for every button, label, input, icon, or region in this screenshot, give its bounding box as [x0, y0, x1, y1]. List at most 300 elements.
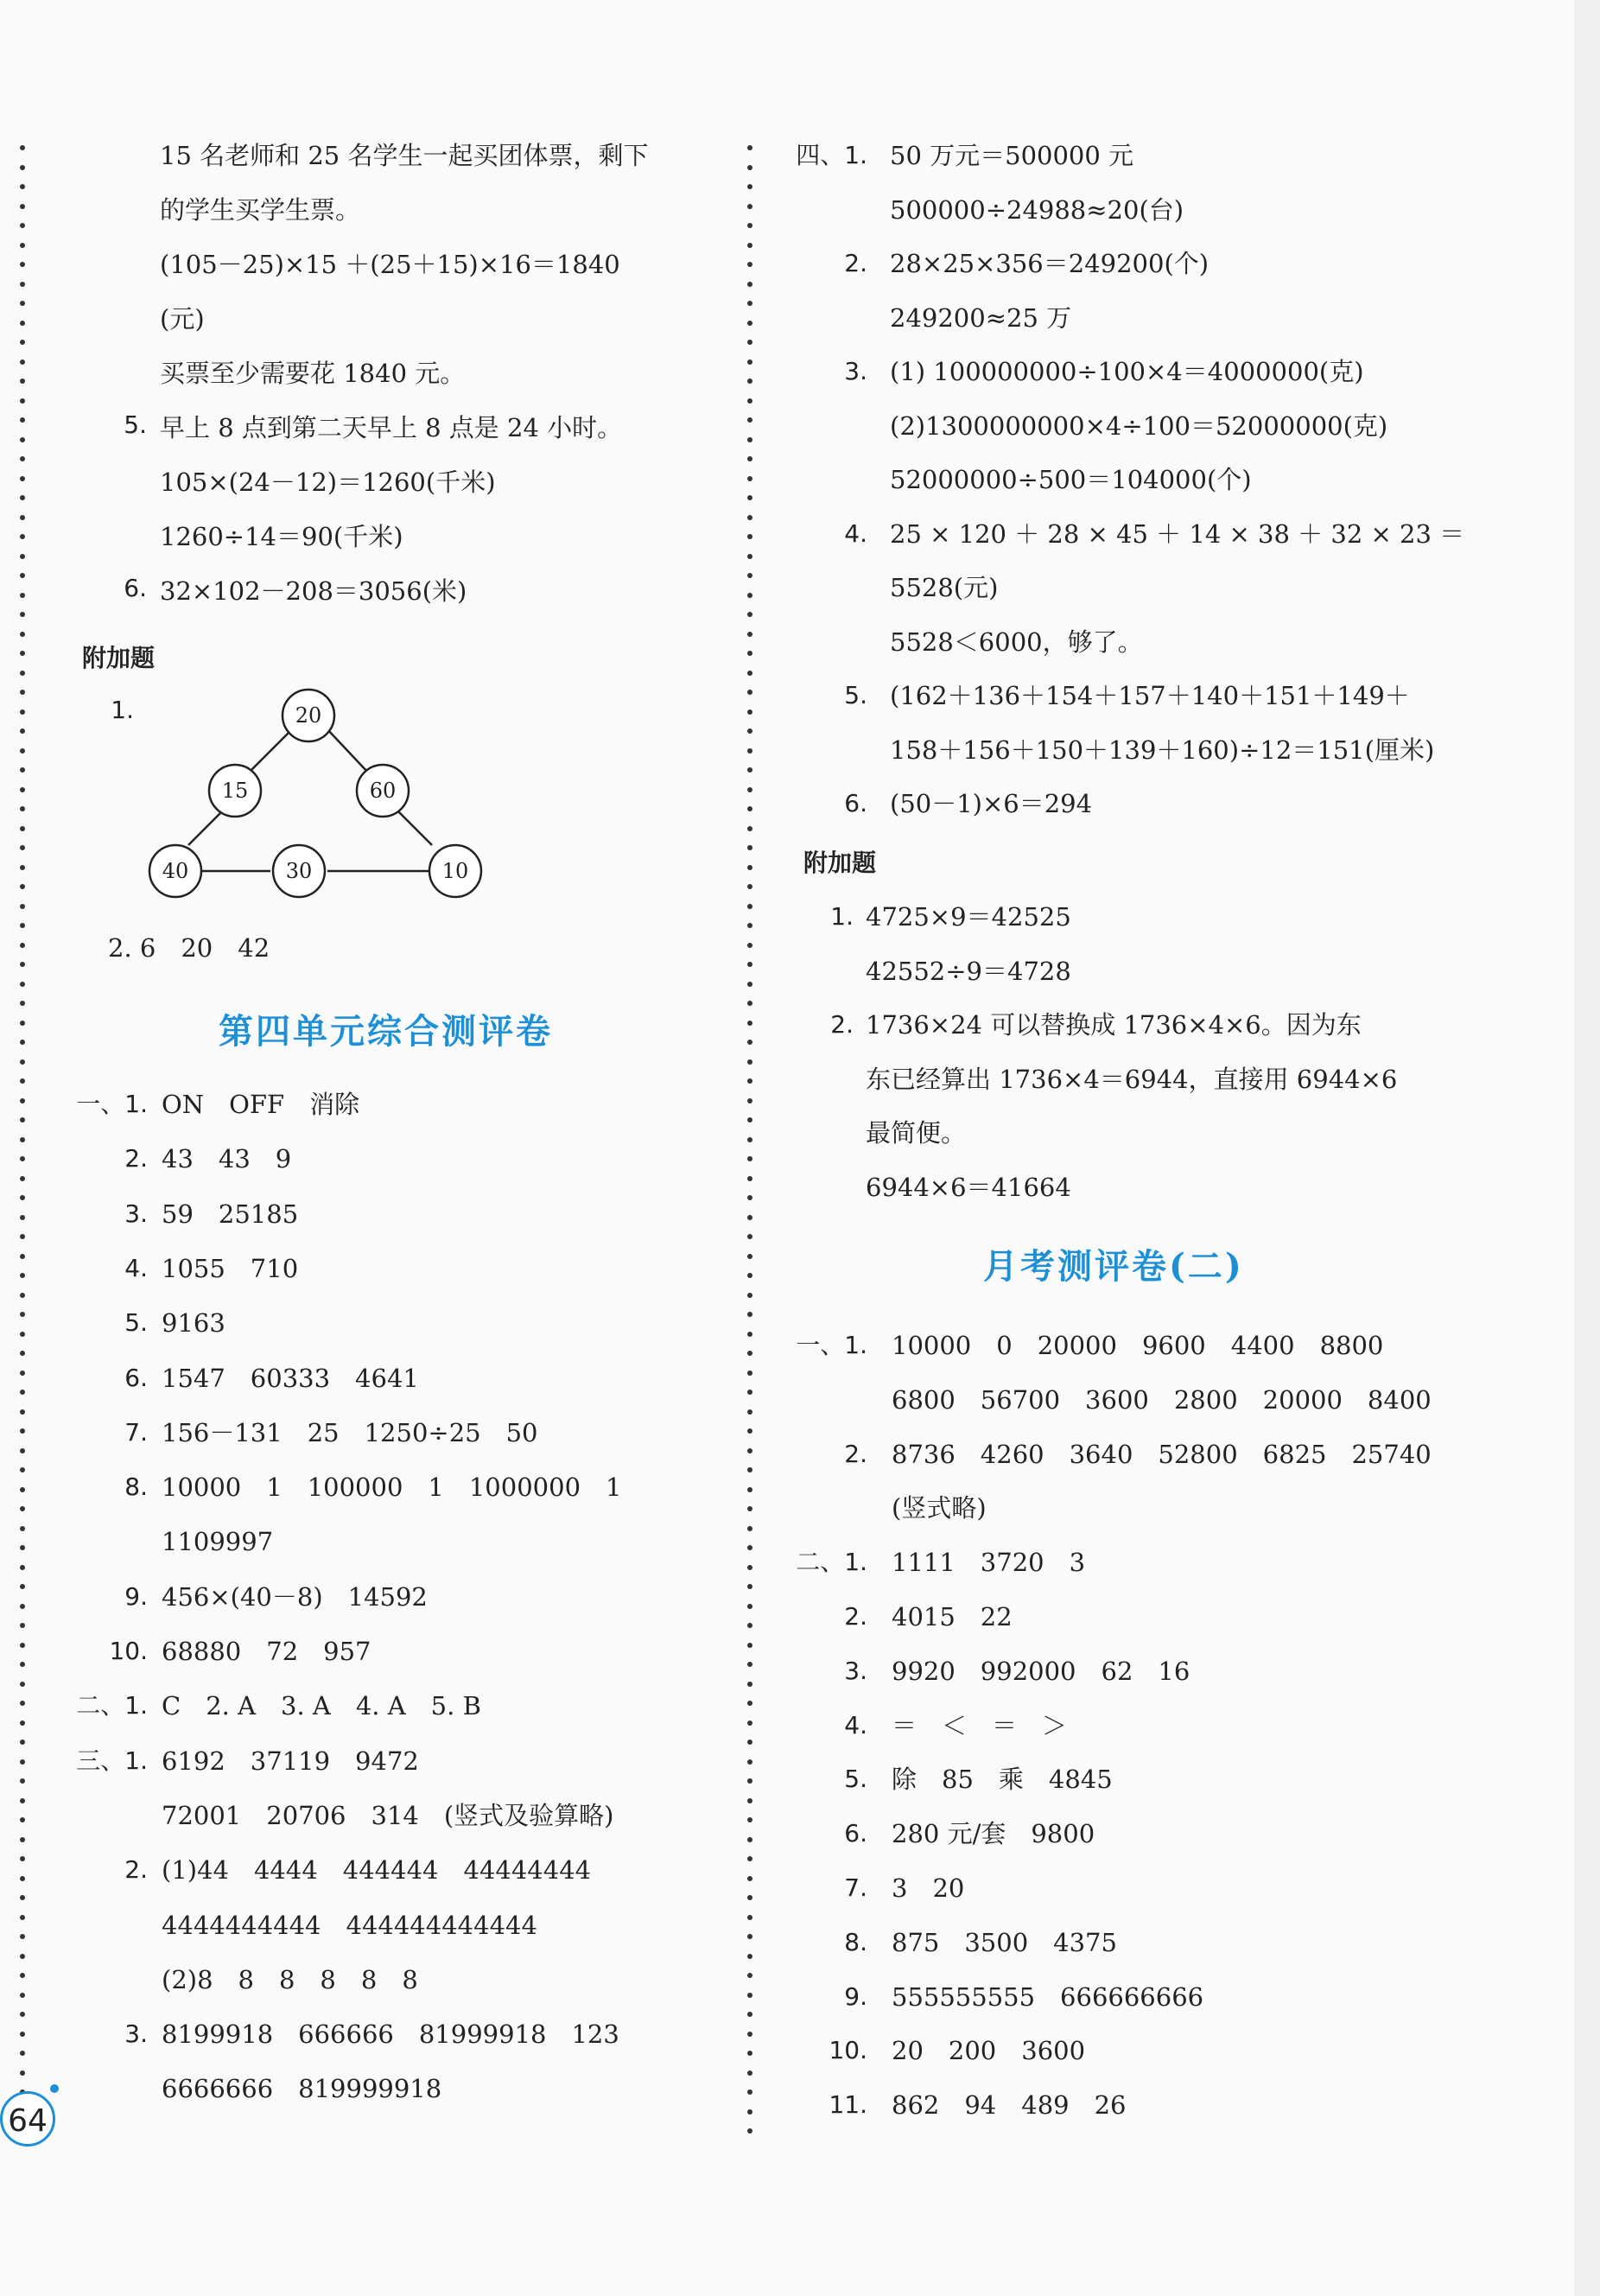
binding-dot — [747, 1390, 752, 1395]
binding-dot — [20, 1895, 25, 1900]
binding-dot — [747, 437, 752, 442]
binding-dot — [747, 923, 752, 928]
item-number: 2. — [124, 1855, 148, 1885]
answer-line: 5528(元) — [890, 573, 999, 602]
binding-dot — [20, 1273, 25, 1278]
binding-dot — [20, 1993, 25, 1998]
binding-dot — [747, 1312, 752, 1317]
binding-dot — [747, 593, 752, 598]
binding-dot — [747, 573, 752, 578]
binding-dot — [20, 1448, 25, 1453]
binding-dot — [747, 165, 752, 170]
binding-dot — [747, 748, 752, 754]
item-number: 四、1. — [796, 141, 867, 169]
answer-line: 28×25×356＝249200(个) — [890, 249, 1210, 278]
binding-dot — [20, 1371, 25, 1376]
binding-dot — [20, 1876, 25, 1881]
binding-dot — [20, 1254, 25, 1259]
binding-dot — [20, 2012, 25, 2017]
binding-dot — [20, 554, 25, 559]
answer-line: 68880 72 957 — [162, 1637, 371, 1666]
binding-dot — [747, 1682, 752, 1687]
binding-dot — [747, 806, 752, 811]
binding-dots-middle — [746, 145, 753, 2148]
binding-dot — [747, 301, 752, 306]
binding-dot — [20, 243, 25, 248]
answer-line: 买票至少需要花 1840 元。 — [160, 359, 466, 388]
binding-dot — [747, 1117, 752, 1123]
answer-line: 25 × 120 ＋ 28 × 45 ＋ 14 × 38 ＋ 32 × 23 ＝ — [890, 518, 1465, 549]
item-number: 一、1. — [76, 1090, 148, 1118]
binding-dots-left — [19, 145, 26, 2148]
binding-dot — [20, 1604, 25, 1609]
binding-dot — [747, 184, 752, 189]
binding-dot — [747, 728, 752, 734]
binding-dot — [747, 1837, 752, 1842]
answer-line: 875 3500 4375 — [892, 1927, 1117, 1957]
binding-dot — [747, 865, 752, 870]
binding-dot — [747, 982, 752, 987]
binding-dot — [20, 1176, 25, 1181]
page-number: 64 — [0, 2091, 55, 2147]
answer-line: 158＋156＋150＋139＋160)÷12＝151(厘米) — [890, 735, 1435, 765]
binding-dot — [20, 1506, 25, 1511]
answer-line: 1111 3720 3 — [892, 1548, 1086, 1578]
item-number: 6. — [124, 1363, 148, 1392]
binding-dot — [20, 1428, 25, 1434]
answer-line: 1109997 — [162, 1527, 274, 1557]
binding-dot — [747, 671, 752, 676]
binding-dot — [747, 826, 752, 831]
binding-dot — [747, 845, 752, 850]
answer-line: 5528＜6000，够了。 — [890, 626, 1143, 657]
answer-line: 15 名老师和 25 名学生一起买团体票，剩下 — [160, 141, 649, 170]
binding-dot — [747, 1059, 752, 1065]
binding-dot — [747, 2051, 752, 2056]
binding-dot — [747, 962, 752, 967]
binding-dot — [747, 1195, 752, 1200]
answer-line: 除 85 乘 4845 — [892, 1765, 1113, 1795]
binding-dot — [20, 787, 25, 792]
answer-line: 10000 0 20000 9600 4400 8800 — [892, 1331, 1384, 1360]
binding-dot — [20, 262, 25, 267]
binding-dot — [747, 2070, 752, 2076]
answer-line: ＝ ＜ ＝ ＞ — [892, 1710, 1068, 1740]
binding-dot — [747, 1234, 752, 1239]
binding-dot — [747, 417, 752, 423]
binding-dot — [20, 145, 25, 150]
binding-dot — [747, 2128, 752, 2134]
answer-line: 42552÷9＝4728 — [866, 956, 1071, 986]
answer-line: 6944×6＝41664 — [866, 1172, 1071, 1202]
binding-dot — [20, 1526, 25, 1531]
answer-line: 的学生买学生票。 — [160, 195, 361, 225]
binding-dot — [747, 709, 752, 715]
binding-dot — [747, 1545, 752, 1550]
item-number: 2. — [830, 1010, 854, 1039]
binding-dot — [747, 145, 752, 150]
binding-dot — [747, 1915, 752, 1920]
answer-line: 4015 22 — [892, 1602, 1013, 1631]
binding-dot — [747, 1973, 752, 1978]
binding-dot — [20, 865, 25, 870]
binding-dot — [747, 1798, 752, 1803]
triangle-value-bottom-right: 10 — [441, 859, 469, 883]
binding-dot — [747, 884, 752, 889]
binding-dot — [747, 2032, 752, 2037]
binding-dot — [20, 359, 25, 365]
binding-dot — [20, 1117, 25, 1123]
answer-line: 最简便。 — [866, 1118, 967, 1148]
answer-line: (50－1)×6＝294 — [890, 789, 1093, 818]
binding-dot — [20, 1195, 25, 1200]
binding-dot — [20, 1934, 25, 1939]
answer-line: 43 43 9 — [162, 1144, 292, 1174]
item-number: 7. — [124, 1417, 148, 1447]
item-number: 4. — [844, 1710, 867, 1739]
section-title-monthly-test-2: 月考测评卷(二) — [983, 1246, 1244, 1287]
binding-dot — [20, 2051, 25, 2056]
binding-dot — [747, 1001, 752, 1006]
answer-line: 59 25185 — [162, 1199, 299, 1229]
binding-dot — [747, 1876, 752, 1881]
binding-dot — [20, 1098, 25, 1103]
answer-line: 早上 8 点到第二天早上 8 点是 24 小时。 — [160, 413, 623, 442]
binding-dot — [20, 690, 25, 695]
binding-dot — [747, 1448, 752, 1453]
binding-dot — [20, 1021, 25, 1026]
binding-dot — [20, 1682, 25, 1687]
binding-dot — [20, 709, 25, 715]
item-number: 11. — [829, 2090, 867, 2120]
item-number: 7. — [844, 1873, 867, 1902]
binding-dot — [20, 1312, 25, 1317]
item-number: 三、1. — [76, 1746, 148, 1775]
binding-dot — [747, 1487, 752, 1492]
binding-dot — [747, 1040, 752, 1045]
answer-line: 249200≈25 万 — [890, 302, 1072, 333]
binding-dot — [20, 1137, 25, 1142]
binding-dot — [747, 1817, 752, 1822]
answer-line: 3 20 — [892, 1873, 965, 1903]
binding-dot — [20, 534, 25, 539]
binding-dot — [20, 1739, 25, 1745]
binding-dot — [747, 690, 752, 695]
binding-dot — [20, 671, 25, 676]
answer-line: 9920 992000 62 16 — [892, 1656, 1190, 1686]
binding-dot — [747, 1701, 752, 1706]
binding-dot — [747, 787, 752, 792]
answer-line: 9163 — [162, 1308, 225, 1339]
binding-dot — [747, 456, 752, 461]
binding-dot — [20, 923, 25, 928]
item-number: 2. — [844, 1439, 867, 1468]
binding-dot — [20, 651, 25, 656]
binding-dot — [747, 1176, 752, 1181]
answer-line: 72001 20706 314 (竖式及验算略) — [162, 1800, 614, 1830]
item-number: 6. — [844, 1819, 867, 1848]
item-number: 2. — [844, 1602, 867, 1631]
answer-line: (2)8 8 8 8 8 8 — [162, 1964, 418, 1994]
answer-line: 456×(40－8) 14592 — [162, 1581, 428, 1612]
item-number: 10. — [109, 1637, 148, 1665]
binding-dot — [747, 651, 752, 656]
answer-line: 862 94 489 26 — [892, 2090, 1127, 2121]
binding-dot — [20, 1759, 25, 1765]
item-number: 9. — [844, 1981, 867, 2011]
binding-dot — [747, 1409, 752, 1415]
binding-dot — [20, 728, 25, 734]
binding-dot — [747, 1215, 752, 1220]
answer-line: 156－131 25 1250÷25 50 — [162, 1417, 538, 1447]
item-number: 5. — [844, 1765, 867, 1794]
binding-dot — [747, 554, 752, 559]
binding-dot — [747, 2089, 752, 2095]
binding-dot — [747, 1526, 752, 1531]
binding-dot — [20, 2070, 25, 2076]
item-number: 10. — [829, 2036, 867, 2065]
binding-dot — [20, 1545, 25, 1550]
binding-dot — [747, 1506, 752, 1511]
binding-dot — [20, 1856, 25, 1861]
item-number: 3. — [124, 2019, 148, 2049]
answer-line: C 2. A 3. A 4. A 5. B — [162, 1691, 481, 1721]
binding-dot — [747, 2012, 752, 2017]
triangle-value-top: 20 — [295, 703, 322, 728]
answer-line: 1736×24 可以替换成 1736×4×6。因为东 — [866, 1010, 1362, 1040]
item-number: 2. — [844, 249, 867, 277]
answer-line: 东已经算出 1736×4＝6944，直接用 6944×6 — [866, 1064, 1398, 1094]
answer-line: 8736 4260 3640 52800 6825 25740 — [892, 1439, 1432, 1469]
binding-dot — [747, 1351, 752, 1356]
binding-dot — [747, 340, 752, 345]
answer-line: 32×102－208＝3056(米) — [160, 576, 467, 606]
triangle-value-mid-left: 15 — [221, 779, 249, 803]
binding-dot — [747, 1604, 752, 1609]
binding-dot — [20, 1040, 25, 1045]
answer-line: 1260÷14＝90(千米) — [160, 522, 403, 551]
binding-dot — [20, 223, 25, 228]
binding-dot — [747, 1643, 752, 1648]
binding-dot — [20, 1720, 25, 1726]
item-number: 8. — [124, 1472, 148, 1502]
binding-dot — [20, 456, 25, 461]
binding-dot — [747, 321, 752, 326]
binding-dot — [747, 1778, 752, 1784]
answer-line: 52000000÷500＝104000(个) — [890, 465, 1252, 494]
binding-dot — [747, 223, 752, 228]
binding-dot — [20, 1001, 25, 1006]
binding-dot — [20, 1954, 25, 1959]
binding-dot — [747, 1021, 752, 1026]
binding-dot — [20, 1215, 25, 1220]
binding-dot — [747, 904, 752, 909]
binding-dot — [20, 767, 25, 773]
answer-line: 6800 56700 3600 2800 20000 8400 — [892, 1384, 1432, 1415]
triangle-value-bottom-mid: 30 — [285, 859, 313, 883]
item-number: 1. — [111, 696, 134, 724]
binding-dot — [747, 1078, 752, 1084]
binding-dot — [747, 1371, 752, 1376]
binding-dot — [20, 806, 25, 811]
binding-dot — [747, 1759, 752, 1765]
binding-dot — [747, 1954, 752, 1959]
item-number: 5. — [844, 681, 867, 709]
answer-line: 105×(24－12)＝1260(千米) — [160, 467, 496, 497]
binding-dot — [20, 748, 25, 754]
binding-dot — [747, 1856, 752, 1861]
item-number: 1. — [830, 902, 854, 931]
binding-dot — [20, 612, 25, 617]
binding-dot — [747, 632, 752, 637]
answer-line: 10000 1 100000 1 1000000 1 — [162, 1472, 622, 1503]
binding-dot — [747, 282, 752, 287]
binding-dot — [20, 1078, 25, 1084]
binding-dot — [20, 982, 25, 987]
binding-dot — [20, 1973, 25, 1978]
binding-dot — [20, 1390, 25, 1395]
binding-dot — [747, 1467, 752, 1472]
binding-dot — [747, 1137, 752, 1142]
binding-dot — [747, 943, 752, 948]
binding-dot — [747, 495, 752, 500]
binding-dot — [747, 1584, 752, 1589]
binding-dot — [747, 1565, 752, 1570]
binding-dot — [20, 340, 25, 345]
binding-dot — [20, 1565, 25, 1570]
binding-dot — [20, 1059, 25, 1065]
answer-line: 4444444444 444444444444 — [162, 1910, 537, 1940]
answer-line: 500000÷24988≈20(台) — [890, 194, 1184, 225]
binding-dot — [20, 1584, 25, 1589]
binding-dot — [20, 301, 25, 306]
answer-line: (2)1300000000×4÷100＝52000000(克) — [890, 410, 1388, 441]
binding-dot — [20, 1701, 25, 1706]
answer-line: 6666666 819999918 — [162, 2074, 442, 2104]
binding-dot — [747, 1273, 752, 1278]
binding-dot — [20, 845, 25, 850]
binding-dot — [20, 165, 25, 170]
answer-line: 50 万元＝500000 元 — [890, 141, 1134, 170]
binding-dot — [747, 1254, 752, 1259]
item-number: 6. — [844, 789, 867, 817]
binding-dot — [20, 1234, 25, 1239]
binding-dot — [747, 262, 752, 267]
bonus-title: 附加题 — [803, 849, 877, 877]
binding-dot — [20, 943, 25, 948]
binding-dot — [747, 1895, 752, 1900]
item-number: 3. — [124, 1199, 148, 1228]
bonus-answer-2: 2. 6 20 42 — [108, 933, 270, 963]
answer-line: 4725×9＝42525 — [866, 902, 1071, 932]
item-number: 3. — [844, 1656, 867, 1685]
binding-dot — [20, 321, 25, 326]
triangle-value-mid-right: 60 — [369, 779, 397, 803]
binding-dot — [20, 282, 25, 287]
binding-dot — [747, 1720, 752, 1726]
page-number-dot — [50, 2084, 59, 2093]
binding-dot — [747, 476, 752, 481]
item-number: 一、1. — [796, 1331, 867, 1359]
answer-line: (162＋136＋154＋157＋140＋151＋149＋ — [890, 681, 1410, 710]
answer-line: 280 元/套 9800 — [892, 1819, 1095, 1849]
binding-dot — [20, 1467, 25, 1472]
binding-dot — [20, 904, 25, 909]
binding-dot — [747, 2109, 752, 2115]
answer-line: 20 200 3600 — [892, 2036, 1086, 2066]
answer-line: 1055 710 — [162, 1253, 299, 1283]
answer-line: (1) 100000000÷100×4＝4000000(克) — [890, 357, 1364, 386]
answer-line: 1547 60333 4641 — [162, 1363, 419, 1393]
binding-dot — [20, 632, 25, 637]
item-number: 4. — [124, 1253, 148, 1282]
item-number: 6. — [124, 574, 147, 602]
binding-dot — [747, 398, 752, 404]
binding-dot — [20, 1778, 25, 1784]
binding-dot — [747, 1739, 752, 1745]
binding-dot — [20, 962, 25, 967]
binding-dot — [747, 1332, 752, 1337]
binding-dot — [20, 184, 25, 189]
answer-line: 555555555 666666666 — [892, 1981, 1204, 2012]
item-number: 2. — [124, 1144, 148, 1173]
binding-dot — [20, 884, 25, 889]
binding-dot — [20, 593, 25, 598]
binding-dot — [747, 612, 752, 617]
answer-line: (元) — [160, 304, 205, 334]
number-triangle-diagram — [143, 683, 540, 925]
binding-dot — [20, 1662, 25, 1667]
binding-dot — [747, 243, 752, 248]
answer-line: (竖式略) — [892, 1493, 987, 1523]
binding-dot — [747, 1098, 752, 1103]
binding-dot — [20, 1798, 25, 1803]
item-number: 9. — [124, 1581, 148, 1611]
binding-dot — [20, 1837, 25, 1842]
binding-dot — [20, 204, 25, 209]
binding-dot — [20, 1156, 25, 1161]
binding-dot — [20, 417, 25, 423]
binding-dot — [20, 1915, 25, 1920]
binding-dot — [20, 1293, 25, 1298]
binding-dot — [747, 1623, 752, 1628]
binding-dot — [747, 1428, 752, 1434]
binding-dot — [20, 515, 25, 520]
binding-dot — [20, 495, 25, 500]
binding-dot — [747, 1662, 752, 1667]
binding-dot — [747, 1156, 752, 1161]
binding-dot — [20, 826, 25, 831]
answer-line: (105－25)×15 ＋(25＋15)×16＝1840 — [160, 250, 620, 279]
answer-line: (1)44 4444 444444 44444444 — [162, 1855, 592, 1886]
binding-dot — [20, 1351, 25, 1356]
binding-dot — [20, 1817, 25, 1822]
answer-line: 8199918 666666 81999918 123 — [162, 2019, 619, 2050]
item-number: 4. — [844, 518, 867, 548]
binding-dot — [20, 398, 25, 404]
item-number: 8. — [844, 1927, 867, 1956]
item-number: 二、1. — [796, 1548, 867, 1577]
section-title-unit-4: 第四单元综合测评卷 — [219, 1011, 553, 1052]
binding-dot — [747, 1293, 752, 1298]
binding-dot — [747, 534, 752, 539]
binding-dot — [20, 1487, 25, 1492]
answer-line: 6192 37119 9472 — [162, 1746, 419, 1776]
item-number: 二、1. — [76, 1691, 148, 1720]
page-edge — [1574, 0, 1600, 2296]
item-number: 5. — [124, 1308, 148, 1338]
binding-dot — [747, 1993, 752, 1998]
